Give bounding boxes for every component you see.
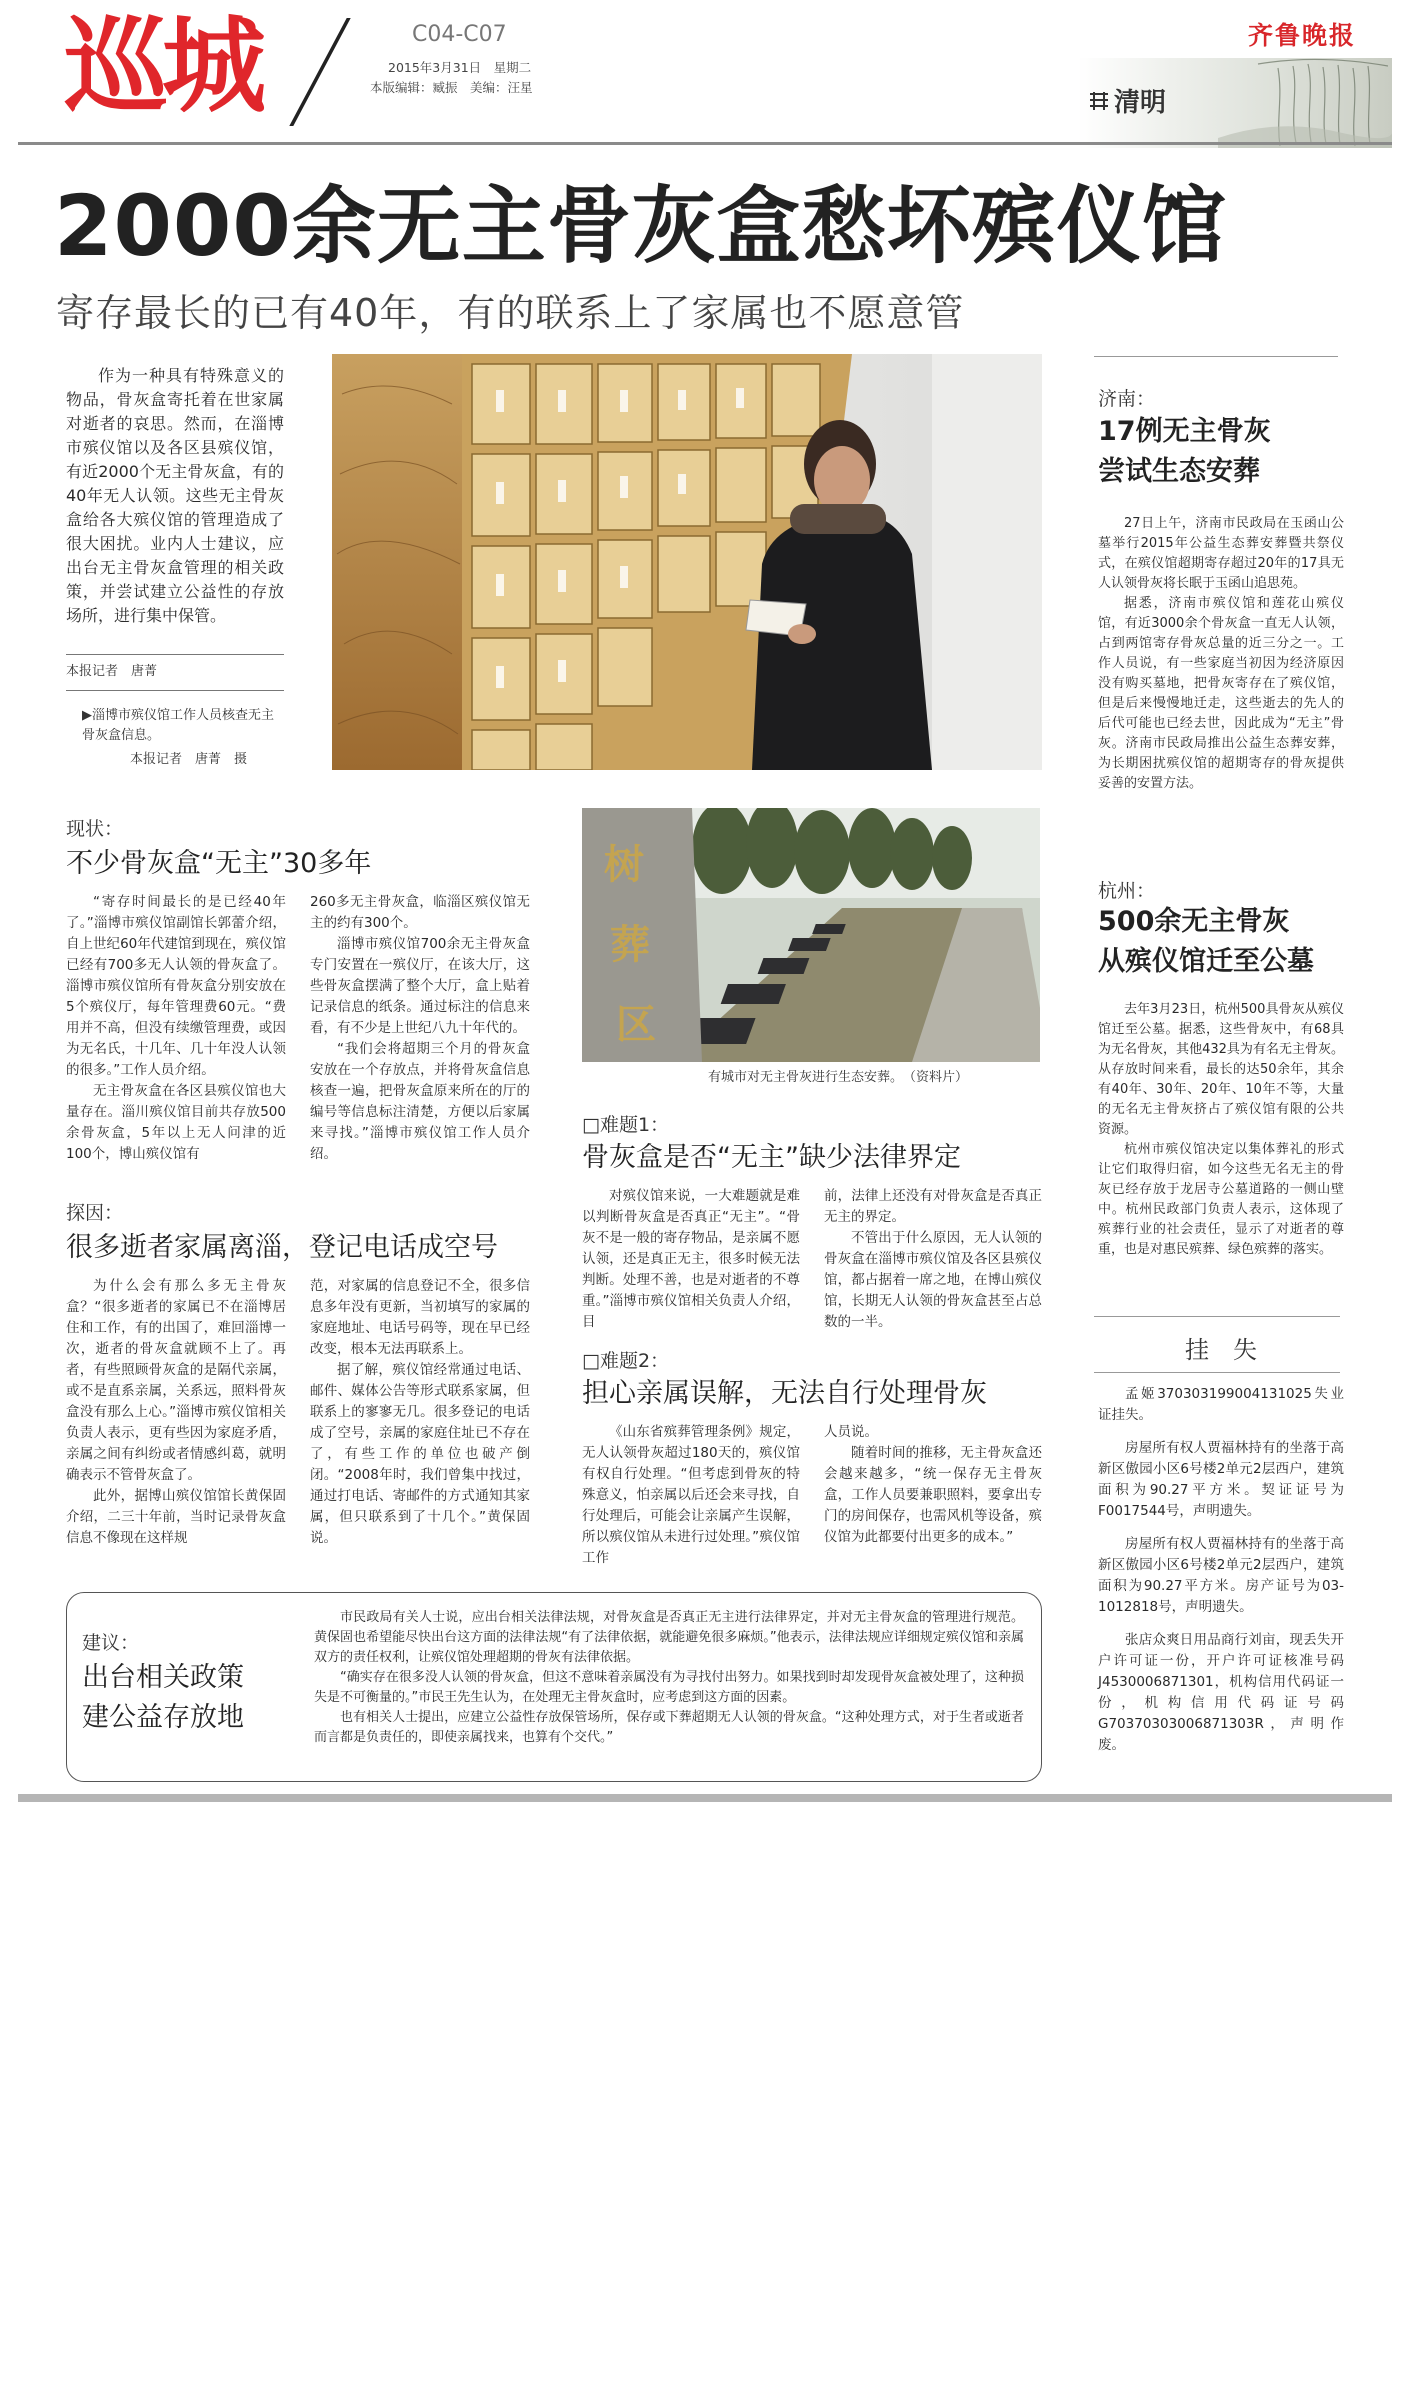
problem2-title: 担心亲属误解，无法自行处理骨灰 <box>582 1378 987 1409</box>
section2-col2: 范，对家属的信息登记不全，很多信息多年没有更新，当初填写的家属的家庭地址、电话号码等，现在早已经改变，根本无法再联系上。 据了解，殡仪馆经常通过电话、邮件、媒体公告等形式联系家属，但联系上的寥寥无几。很多登记的电话成了空号，亲属的家庭住址已不存在了，有些工作的单位也破产倒闭。“2008年时，我们曾集中找过，通过打电话、寄邮件的方式通知其家属，但只联系到了十几个。”黄保固说。 <box>310 1278 530 1546</box>
jinan-label: 济南： <box>1098 388 1156 410</box>
lost-notice-title: 挂 失 <box>1185 1336 1257 1364</box>
issue-date: 2015年3月31日 星期二 <box>388 60 532 75</box>
cemetery-photo-icon <box>582 808 1040 1062</box>
banner-ornament-icon <box>1088 90 1110 112</box>
lost-notice-item: 房屋所有权人贾福林持有的坐落于高新区傲园小区6号楼2单元2层西户，建筑面积为90.27平方米。房产证号为03-1012818号，声明遗失。 <box>1098 1536 1344 1615</box>
suggestion-title-line1: 出台相关政策 <box>82 1662 244 1693</box>
photo2-caption: 有城市对无主骨灰进行生态安葬。 （资料片） <box>708 1070 969 1085</box>
sign-char-2: 葬 <box>610 921 650 968</box>
lost-notice-list <box>1098 1384 1344 1756</box>
photo1-credit: 本报记者 唐菁 摄 <box>130 752 248 767</box>
section2-col1: 为什么会有那么多无主骨灰盒？“很多逝者的家属已不在淄博居住和工作，有的出国了，难回淄博一次，逝者的骨灰盒就顾不上了。再者，有些照顾骨灰盒的是隔代亲属，或不是直系亲属，关系远，照料骨灰盒没有那么上心。”淄博市殡仪馆相关负责人表示，更有些因为家庭矛盾，亲属之间有纠纷或者情感纠葛，就明确表示不管骨灰盒了。 此外，据博山殡仪馆馆长黄保固介绍，二三十年前，当时记录骨灰盒信息不像现在这样规 <box>66 1278 286 1546</box>
photo-eco-burial <box>582 808 1040 1062</box>
photo-columbarium-staff <box>332 354 1042 770</box>
section1-col1: “寄存时间最长的是已经40年了。”淄博市殡仪馆副馆长郭蕾介绍，自上世纪60年代建馆到现在，殡仪馆已经有700多无人认领的骨灰盒了。淄博市殡仪馆所有骨灰盒分别安放在5个殡仪厅，每年管理费60元。“费用并不高，但没有续缴管理费，或因为无名氏，十几年、几十年没人认领的很多。”工作人员介绍。 无主骨灰盒在各区县殡仪馆也大量存在。淄川殡仪馆目前共存放500余骨灰盒，5年以上无人问津的近100个，博山殡仪馆有 <box>66 894 286 1162</box>
hangzhou-title-line2: 从殡仪馆迁至公墓 <box>1098 946 1314 977</box>
photo1-caption: ▶淄博市殡仪馆工作人员核查无主骨灰盒信息。 <box>82 708 274 743</box>
section2-label: 探因： <box>66 1202 124 1224</box>
jinan-title-line2: 尝试生态安葬 <box>1098 456 1260 487</box>
sign-char-3: 区 <box>616 1001 656 1048</box>
lead-rule <box>66 654 284 655</box>
section1-label: 现状： <box>66 818 124 840</box>
problem2-label: □难题2： <box>582 1350 670 1372</box>
problem1-label: □难题1： <box>582 1114 670 1136</box>
page-bottom-rule <box>18 1794 1392 1802</box>
suggestion-text: 市民政局有关人士说，应出台相关法律法规，对骨灰盒是否真正无主进行法律界定，并对无主骨灰盒的管理进行规范。黄保固也希望能尽快出台这方面的法律法规“有了法律依据，就能避免很多麻烦。”他表示，法律法规应详细规定殡仪馆和亲属双方的责任权利，让殡仪馆处理超期的骨灰有法律依据。 “确实存在很多没人认领的骨灰盒，但这不意味着亲属没有为寻找付出努力。如果找到时却发现骨灰盒被处理了，这种损失是不可衡量的。”市民王先生认为，在处理无主骨灰盒时，应考虑到这方面的因素。 也有相关人士提出，应建立公益性存放保管场所，保存或下葬超期无人认领的骨灰盒。“这种处理方式，对于生者或逝者而言都是负责任的，即使亲属找来，也算有个交代。” <box>314 1610 1024 1745</box>
byline-rule <box>66 690 284 691</box>
problem2-col2: 人员说。 随着时间的推移，无主骨灰盒还会越来越多，“统一保存无主骨灰盒，工作人员要兼职照料，要拿出专门的房间保存，也需风机等设备，殡仪馆为此都要付出更多的成本。” <box>824 1424 1042 1545</box>
columbarium-photo-icon <box>332 354 1042 770</box>
hangzhou-text: 去年3月23日，杭州500具骨灰从殡仪馆迁至公墓。据悉，这些骨灰中，有68具为无名骨灰，其他432具为有名无主骨灰。从存放时间来看，最长的达50余年，其余有40年、30年、20年、10年不等，大量的无名无主骨灰挤占了殡仪馆有限的公共资源。 杭州市殡仪馆决定以集体葬礼的形式让它们取得归宿，如今这些无名无主的骨灰已经存放于龙居寺公墓道路的一侧山壁中。杭州民政部门负责人表示，这体现了殡葬行业的社会责任，显示了对逝者的尊重，也是对惠民殡葬、绿色殡葬的落实。 <box>1098 1002 1344 1257</box>
headline: 2000余无主骨灰盒愁坏殡仪馆 <box>54 177 1227 275</box>
subheadline: 寄存最长的已有40年，有的联系上了家属也不愿意管 <box>56 291 965 335</box>
editor-credits: 本版编辑：臧振 美编：汪星 <box>370 80 533 95</box>
jinan-text: 27日上午，济南市民政局在玉函山公墓举行2015年公益生态葬安葬暨共祭仪式，在殡仪馆超期寄存超过20年的17具无人认领骨灰将长眠于玉函山追思苑。 据悉，济南市殡仪馆和莲花山殡仪馆，有近3000余个骨灰盒一直无人认领，占到两馆寄存骨灰总量的近三分之一。工作人员说，有一些家庭当初因为经济原因没有购买墓地，把骨灰寄存在了殡仪馆，但是后来慢慢地迁走，这些逝去的先人的后代可能也已经去世，因此成为“无主”骨灰。济南市民政局推出公益生态葬安葬，为长期困扰殡仪馆的超期寄存的骨灰提供妥善的安置方法。 <box>1098 516 1344 791</box>
lost-notice-item: 孟姬370303199004131025失业证挂失。 <box>1098 1386 1344 1423</box>
masthead-rule <box>18 142 1392 145</box>
section1-col2: 260多无主骨灰盒，临淄区殡仪馆无主的约有300个。 淄博市殡仪馆700余无主骨灰盒专门安置在一殡仪厅，在该大厅，这些骨灰盒摆满了整个大厅，盒上贴着记录信息的纸条。通过标注的信息来看，有不少是上世纪八九十年代的。 “我们会将超期三个月的骨灰盒安放在一个存放点，并将骨灰盒信息核查一遍，把骨灰盒原来所在的厅的编号等信息标注清楚，方便以后家属来寻找。”淄博市殡仪馆工作人员介绍。 <box>310 894 530 1162</box>
sign-char-1: 树 <box>604 841 644 888</box>
section-logo: 巡城 <box>64 5 261 127</box>
problem1-title: 骨灰盒是否“无主”缺少法律界定 <box>582 1142 961 1173</box>
problem1-col1: 对殡仪馆来说，一大难题就是难以判断骨灰盒是否真正“无主”。“骨灰不是一般的寄存物品，是亲属不愿认领，还是真正无主，很多时候无法判断。处理不善，也是对逝者的不尊重。”淄博市殡仪馆相关负责人介绍，目 <box>582 1188 800 1330</box>
page-range: C04-C07 <box>412 22 507 47</box>
problem2-col1: 《山东省殡葬管理条例》规定，无人认领骨灰超过180天的，殡仪馆有权自行处理。“但考虑到骨灰的特殊意义，怕亲属以后还会来寻找，自行处理后，可能会让亲属产生误解，所以殡仪馆从未进行过处理。”殡仪馆工作 <box>582 1424 800 1566</box>
byline: 本报记者 唐菁 <box>66 664 158 679</box>
lost-notice-item: 房屋所有权人贾福林持有的坐落于高新区傲园小区6号楼2单元2层西户，建筑面积为90.27平方米。契证证号为F0017544号，声明遗失。 <box>1098 1440 1344 1519</box>
suggestion-label: 建议： <box>82 1632 140 1654</box>
hangzhou-title-line1: 500余无主骨灰 <box>1098 906 1290 937</box>
banner-label: 清明 <box>1114 88 1167 118</box>
lead-paragraph: 作为一种具有特殊意义的物品，骨灰盒寄托着在世家属对逝者的哀思。然而，在淄博市殡仪馆以及各区县殡仪馆，有近2000个无主骨灰盒，有的40年无人认领。这些无主骨灰盒给各大殡仪馆的管理造成了很大困扰。业内人士建议，应出台无主骨灰盒管理的相关政策，并尝试建立公益性的存放场所，进行集中保管。 <box>66 366 284 625</box>
hangzhou-label: 杭州： <box>1098 880 1156 902</box>
lost-notice-item: 张店众爽日用品商行刘亩，现丢失开户许可证一份，开户许可证核准号码J4530006871301，机构信用代码证一份，机构信用代码证号码G70370303006871303R，声明作废。 <box>1098 1632 1344 1753</box>
notice-top-rule <box>1094 1316 1340 1317</box>
problem1-col2: 前，法律上还没有对骨灰盒是否真正无主的界定。 不管出于什么原因，无人认领的骨灰盒在淄博市殡仪馆及各区县殡仪馆，都占据着一席之地，在博山殡仪馆，长期无人认领的骨灰盒甚至占总数的一半。 <box>824 1188 1042 1330</box>
jinan-title-line1: 17例无主骨灰 <box>1098 416 1271 447</box>
newspaper-logo: 齐鲁晚报 <box>1248 21 1357 50</box>
sidebar-top-rule <box>1094 356 1338 357</box>
suggestion-title-line2: 建公益存放地 <box>82 1702 244 1733</box>
section1-title: 不少骨灰盒“无主”30多年 <box>66 848 372 879</box>
notice-mid-rule <box>1094 1372 1340 1373</box>
section2-title: 很多逝者家属离淄，登记电话成空号 <box>66 1232 498 1263</box>
